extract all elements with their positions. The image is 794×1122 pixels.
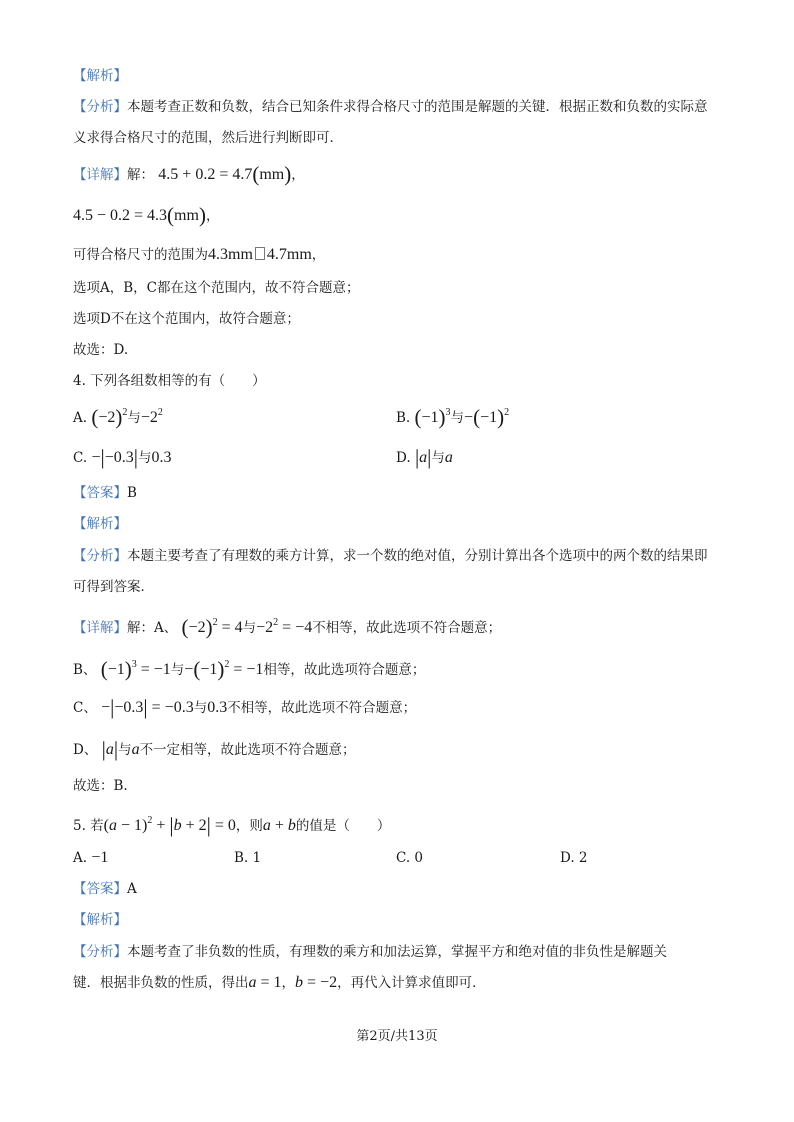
q5-analysis-line-1: 【分析】本题考查了非负数的性质，有理数的乘方和加法运算，掌握平方和绝对值的非负性是解题关 xyxy=(73,944,667,960)
q3-line-abc: 选项A，B，C都在这个范围内，故不符合题意； xyxy=(73,280,360,296)
q4-label-analysis: 【解析】 xyxy=(73,516,127,532)
q4-answer: B xyxy=(127,485,137,501)
q5-option-a: A. −1 xyxy=(73,849,109,866)
q3-range-line: 可得合格尺寸的范围为4.3mm 4.7mm， xyxy=(73,246,326,263)
missing-glyph-box xyxy=(255,247,265,260)
q4-answer-line: 【答案】B xyxy=(73,485,137,501)
q4-choice: 故选：B. xyxy=(73,778,128,794)
q3-detail-line-2: 4.5 − 0.2 = 4.3(mm)， xyxy=(73,203,220,227)
label-fenxi: 【分析】 xyxy=(73,99,127,115)
q4-option-d: D. |a|与a xyxy=(396,445,453,469)
q4-option-b: B. $(-1)^3$与$-(-1)^2$ xyxy=(396,405,510,429)
label-xiangjie: 【详解】 xyxy=(73,167,127,183)
q3-choice: 故选：D. xyxy=(73,342,129,358)
q3-analysis-line-1 xyxy=(73,97,708,117)
q3-detail-line-1: 【详解】解： 4.5 + 0.2 = 4.7(mm)， xyxy=(73,162,305,186)
q5-option-b: B. 1 xyxy=(234,850,262,866)
q3-eq2: 4.5 − 0.2 = 4.3(mm) xyxy=(73,203,206,227)
section-label-analysis: 【解析】 xyxy=(73,68,127,84)
q4-analysis-line-1: 【分析】本题主要考查了有理数的乘方计算，求一个数的绝对值，分别计算出各个选项中的两个数的结果即 xyxy=(73,548,708,564)
q5-analysis-line-2: 键．根据非负数的性质，得出a = 1，b = −2，再代入计算求值即可． xyxy=(73,974,486,991)
q4-option-c: C. −|−0.3|与0.3 xyxy=(73,445,172,469)
q4-analysis-line-2: 可得到答案． xyxy=(73,579,154,595)
q4-option-a: A. $(-2)^2$与$-2^2$ xyxy=(73,405,163,429)
range-from: 4.3mm xyxy=(208,246,253,263)
q4-stem: 4. 下列各组数相等的有（ ） xyxy=(73,373,266,389)
q4-detail-a: 【详解】解：A、 $(-2)^2 = 4$与$-2^2 = -4$不相等，故此选项不符合题意； xyxy=(73,615,502,639)
q4-detail-b: B、 $(-1)^3 = -1$与$-(-1)^2 = -1$相等，故此选项符合题意； xyxy=(73,657,426,681)
q5-stem: 5. 若$(a - 1)^2 + |b + 2| = 0$，则a + b的值是（ ） xyxy=(73,813,391,837)
page-footer: 第2页/共13页 xyxy=(356,1029,438,1044)
q4-detail-d: D、 |a|与a不一定相等，故此选项不符合题意； xyxy=(73,737,356,761)
q3-analysis-line-2: 义求得合格尺寸的范围，然后进行判断即可． xyxy=(73,130,343,146)
q5-label-analysis: 【解析】 xyxy=(73,912,127,928)
q4-detail-c: C、 −|−0.3| = −0.3与0.3不相等，故此选项不符合题意； xyxy=(73,695,417,719)
q3-analysis-text-1: 本题考查正数和负数，结合已知条件求得合格尺寸的范围是解题的关键．根据正数和负数的实际意 xyxy=(127,99,708,115)
q3-line-d: 选项D不在这个范围内，故符合题意； xyxy=(73,311,300,327)
q5-answer: A xyxy=(127,881,137,897)
q5-option-d: D. 2 xyxy=(560,850,588,866)
q3-eq1: 4.5 + 0.2 = 4.7(mm) xyxy=(158,162,292,186)
range-to: 4.7mm xyxy=(266,246,312,263)
q5-answer-line: 【答案】A xyxy=(73,881,137,897)
q5-option-c: C. 0 xyxy=(396,850,424,866)
q3-detail-prefix: 解： xyxy=(127,167,154,183)
